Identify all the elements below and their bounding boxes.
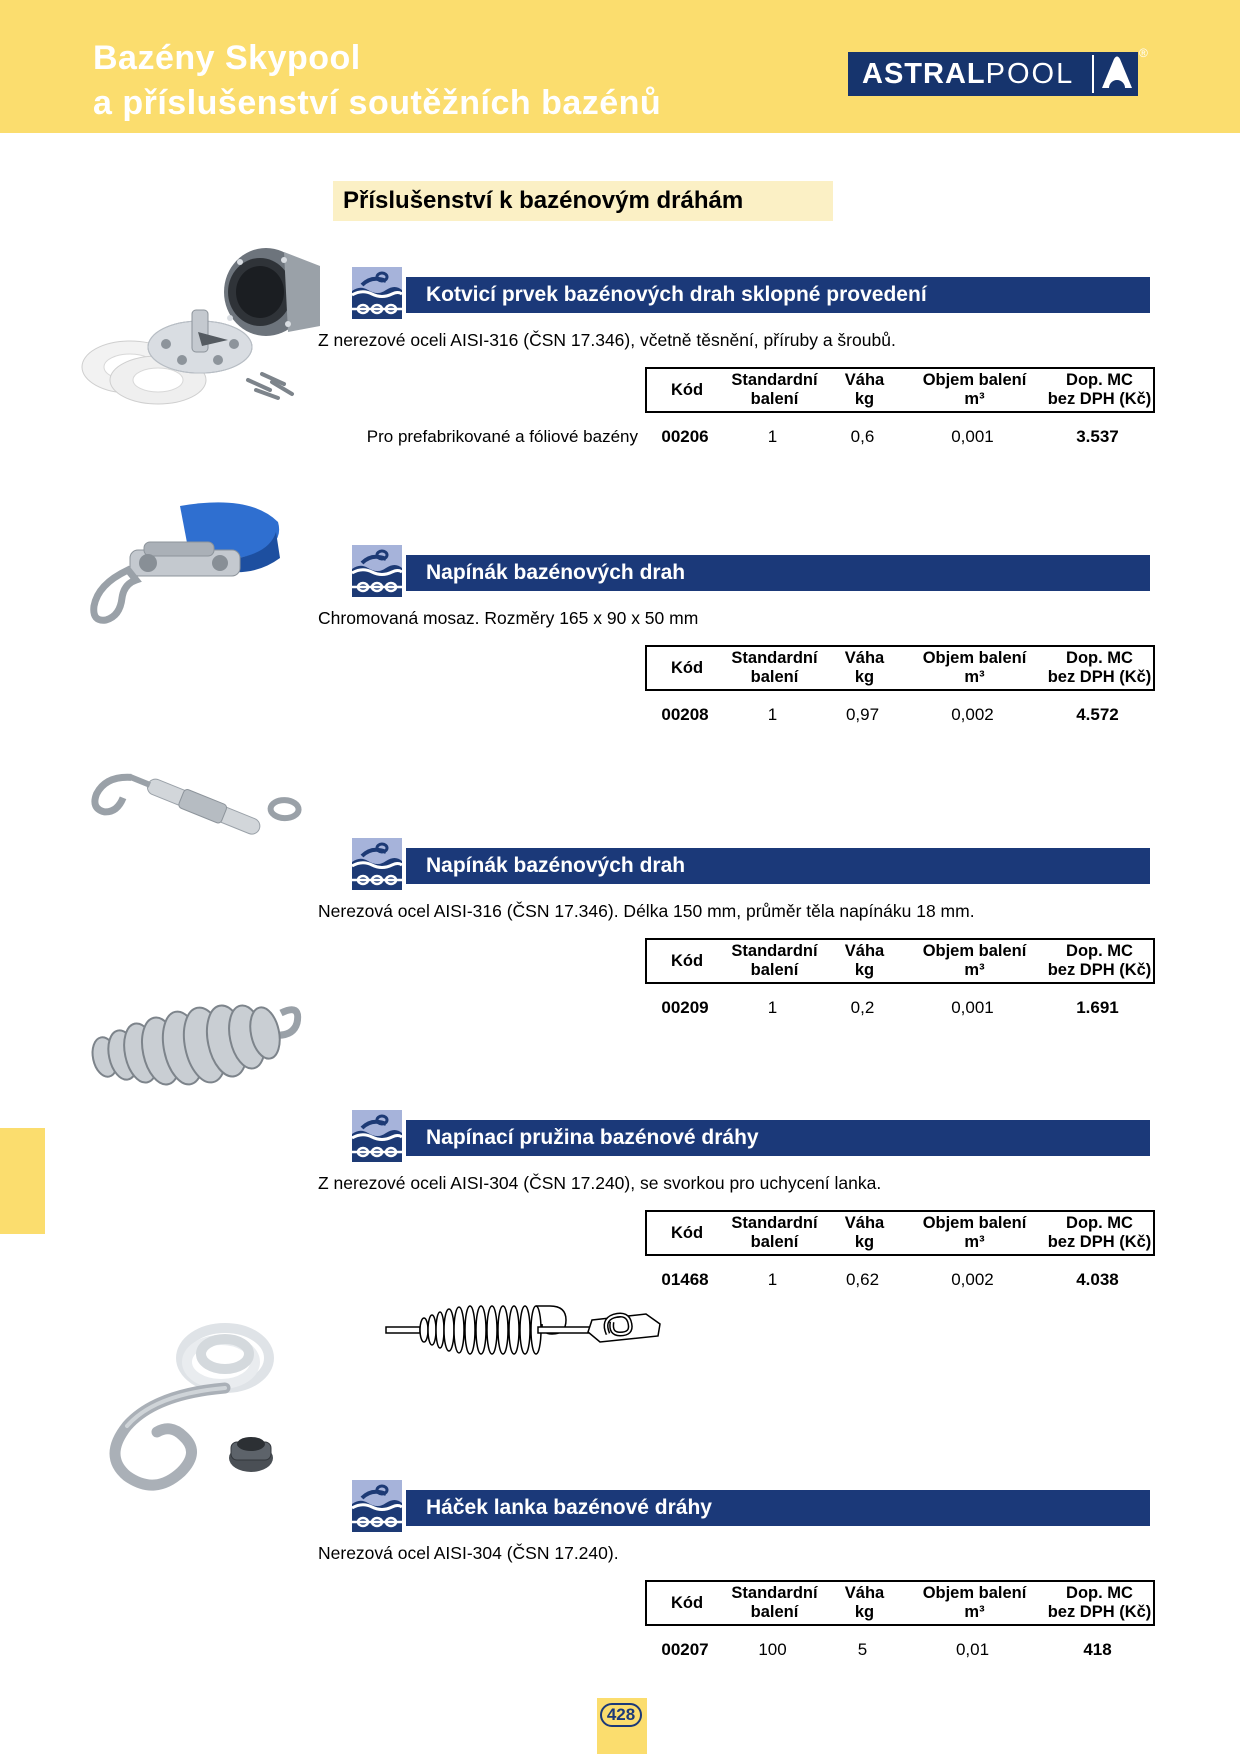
col-objem: Objem balení m³ (922, 942, 1027, 979)
product-title: Napínací pružina bazénové dráhy (426, 1126, 759, 1149)
product-description: Nerezová ocel AISI-304 (ČSN 17.240). (318, 1543, 619, 1563)
col-baleni: Standardní balení (731, 942, 818, 979)
header-band (0, 0, 1240, 133)
cell-objem: 0,001 (951, 998, 994, 1017)
cell-baleni: 1 (767, 427, 778, 446)
cell-vaha: 0,97 (845, 705, 880, 724)
cell-kod: 00207 (661, 1640, 709, 1659)
col-cena: Dop. MC bez DPH (Kč) (1047, 1214, 1152, 1251)
cell-objem: 0,002 (951, 705, 994, 724)
col-vaha: Váha kg (844, 942, 885, 979)
table-header-row (645, 367, 1155, 413)
col-baleni: Standardní balení (731, 1214, 818, 1251)
col-vaha: Váha kg (844, 371, 885, 408)
cell-vaha: 0,62 (845, 1270, 880, 1289)
product-description: Nerezová ocel AISI-316 (ČSN 17.346). Délka 150 mm, průměr těla napínáku 18 mm. (318, 901, 975, 921)
product-table (645, 645, 1155, 725)
cell-objem: 0,002 (951, 1270, 994, 1289)
product-table (645, 1580, 1155, 1660)
col-vaha: Váha kg (844, 649, 885, 686)
logo-divider (1092, 55, 1094, 93)
product-title: Háček lanka bazénové dráhy (426, 1496, 712, 1519)
cell-baleni: 1 (767, 1270, 778, 1289)
col-baleni: Standardní balení (731, 649, 818, 686)
swim-lane-icon (352, 838, 402, 890)
product-section-napinak-mosaz (0, 555, 1240, 855)
col-objem: Objem balení m³ (922, 371, 1027, 408)
col-kod: Kód (670, 380, 704, 399)
col-cena: Dop. MC bez DPH (Kč) (1047, 649, 1152, 686)
swim-lane-icon (352, 1480, 402, 1532)
registered-mark: ® (1139, 46, 1148, 60)
col-vaha: Váha kg (844, 1214, 885, 1251)
table-header-row (645, 1210, 1155, 1256)
product-title-bar (406, 1120, 1150, 1156)
col-baleni: Standardní balení (731, 1584, 818, 1621)
col-kod: Kód (670, 951, 704, 970)
table-row (645, 705, 1155, 725)
swim-lane-icon (352, 267, 402, 319)
logo-astral-text: ASTRAL (862, 57, 986, 90)
cell-vaha: 5 (857, 1640, 868, 1659)
section-heading (333, 181, 833, 221)
table-header-row (645, 1580, 1155, 1626)
product-title-bar (406, 277, 1150, 313)
section-heading-label: Příslušenství k bazénovým dráhám (343, 187, 744, 214)
page-title (93, 36, 661, 126)
cell-kod: 01468 (661, 1270, 709, 1289)
col-baleni: Standardní balení (731, 371, 818, 408)
product-title: Napínák bazénových drah (426, 561, 686, 584)
astralpool-logo (848, 52, 1138, 96)
product-title: Kotvicí prvek bazénových drah sklopné provedení (426, 283, 927, 306)
swim-lane-icon (352, 545, 402, 597)
col-cena: Dop. MC bez DPH (Kč) (1047, 942, 1152, 979)
table-header-row (645, 938, 1155, 984)
cell-objem: 0,001 (951, 427, 994, 446)
product-description: Z nerezové oceli AISI-304 (ČSN 17.240), se svorkou pro uchycení lanka. (318, 1173, 882, 1193)
cell-cena: 4.038 (1076, 1270, 1119, 1289)
product-table (645, 367, 1155, 447)
astralpool-a-icon (1096, 52, 1138, 96)
product-table (645, 938, 1155, 1018)
cell-kod: 00209 (661, 998, 709, 1017)
col-objem: Objem balení m³ (922, 1584, 1027, 1621)
cell-baleni: 1 (767, 705, 778, 724)
table-row (645, 427, 1155, 447)
col-vaha: Váha kg (844, 1584, 885, 1621)
product-section-pruzina (0, 1120, 1240, 1420)
page-title-line1: Bazény Skypool (93, 39, 361, 77)
cell-cena: 418 (1083, 1640, 1112, 1659)
astralpool-logo-text (848, 57, 1075, 90)
col-cena: Dop. MC bez DPH (Kč) (1047, 1584, 1152, 1621)
product-section-napinak-nerez (0, 848, 1240, 1148)
col-cena: Dop. MC bez DPH (Kč) (1047, 371, 1152, 408)
col-objem: Objem balení m³ (922, 1214, 1027, 1251)
product-title: Napínák bazénových drah (426, 854, 686, 877)
cell-cena: 1.691 (1076, 998, 1119, 1017)
product-description: Chromovaná mosaz. Rozměry 165 x 90 x 50 mm (318, 608, 699, 628)
product-title-bar (406, 848, 1150, 884)
cell-cena: 4.572 (1076, 705, 1119, 724)
side-index-tab (0, 1128, 45, 1234)
cell-objem: 0,01 (955, 1640, 990, 1659)
table-row (645, 1640, 1155, 1660)
col-objem: Objem balení m³ (922, 649, 1027, 686)
cell-kod: 00206 (661, 427, 709, 446)
page-title-line2: a příslušenství soutěžních bazénů (93, 84, 662, 122)
footer-tab (597, 1698, 647, 1754)
cell-cena: 3.537 (1076, 427, 1119, 446)
cell-baleni: 100 (758, 1640, 787, 1659)
logo-pool-text: POOL (985, 57, 1075, 90)
table-row (645, 998, 1155, 1018)
col-kod: Kód (670, 1223, 704, 1242)
col-kod: Kód (670, 658, 704, 677)
cell-kod: 00208 (661, 705, 709, 724)
cell-vaha: 0,6 (850, 427, 875, 446)
product-title-bar (406, 1490, 1150, 1526)
page-number: 428 (600, 1703, 642, 1727)
cell-baleni: 1 (767, 998, 778, 1017)
product-table (645, 1210, 1155, 1290)
product-description: Z nerezové oceli AISI-316 (ČSN 17.346), včetně těsnění, příruby a šroubů. (318, 330, 896, 350)
col-kod: Kód (670, 1593, 704, 1612)
table-header-row (645, 645, 1155, 691)
cell-vaha: 0,2 (850, 998, 875, 1017)
swim-lane-icon (352, 1110, 402, 1162)
product-title-bar (406, 555, 1150, 591)
product-section-kotvici-prvek (0, 277, 1240, 577)
spring-technical-drawing (378, 1290, 668, 1370)
table-row (645, 1270, 1155, 1290)
product-row-label: Pro prefabrikované a fóliové bazény (366, 427, 638, 446)
